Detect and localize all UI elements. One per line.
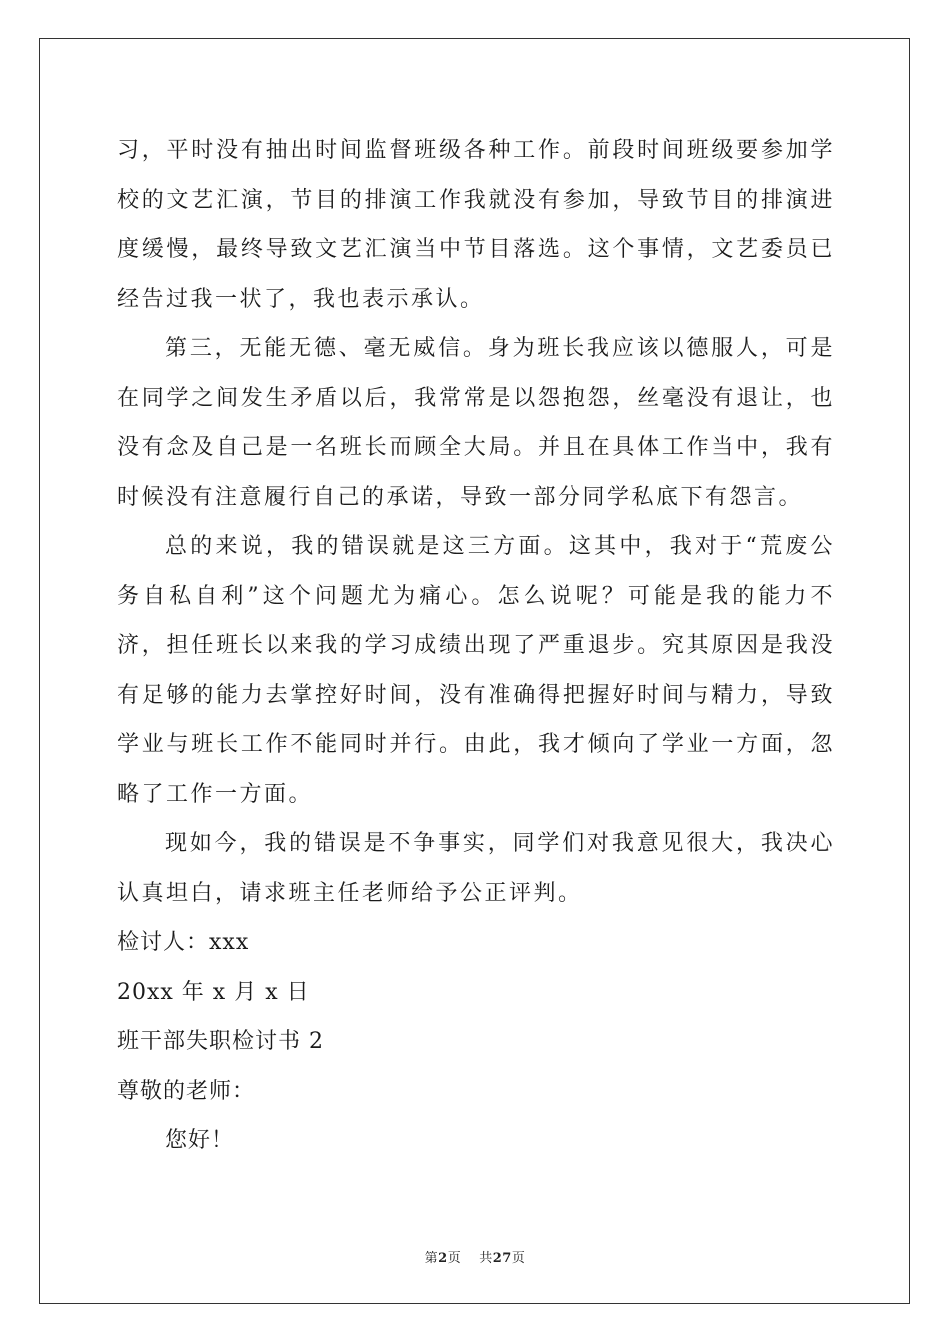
paragraph-4: 现如今，我的错误是不争事实，同学们对我意见很大，我决心认真坦白，请求班主任老师给予公正评判。 (117, 831, 835, 906)
page-suffix: 页 (447, 1251, 462, 1266)
page-footer (0, 1247, 950, 1266)
paragraph-2: 第三，无能无德、毫无威信。身为班长我应该以德服人，可是在同学之间发生矛盾以后，我常常是以怨抱怨，丝毫没有退让，也没有念及自己是一名班长而顾全大局。并且在具体工作当中，我有时候没有注意履行自己的承诺，导致一部分同学私底下有怨言。 (117, 336, 835, 510)
paragraph-1: 习，平时没有抽出时间监督班级各种工作。前段时间班级要参加学校的文艺汇演，节目的排演工作我就没有参加，导致节目的排演进度缓慢，最终导致文艺汇演当中节目落选。这个事情，文艺委员已经告过我一状了，我也表示承认。 (117, 138, 835, 312)
paragraph-3: 总的来说，我的错误就是这三方面。这其中，我对于“荒废公务自私自利”这个问题尤为痛心。怎么说呢？可能是我的能力不济，担任班长以来我的学习成绩出现了严重退步。究其原因是我没有足够的能力去掌控好时间，没有准确得把握好时间与精力，导致学业与班长工作不能同时并行。由此，我才倾向了学业一方面，忽略了工作一方面。 (117, 534, 835, 807)
greeting: 您好！ (165, 1128, 235, 1153)
current-page-number: 2 (438, 1251, 448, 1266)
document-body (117, 126, 835, 1166)
salutation: 尊敬的老师： (117, 1078, 256, 1104)
signer-line: 检讨人：xxx (117, 930, 250, 955)
next-document-title: 班干部失职检讨书 2 (117, 1029, 324, 1054)
date-line: 20xx 年 x 月 x 日 (117, 979, 310, 1005)
total-prefix: 共 (479, 1251, 493, 1266)
page-prefix: 第 (424, 1251, 439, 1266)
total-page-number: 27 (492, 1251, 512, 1266)
total-suffix: 页 (511, 1251, 526, 1266)
